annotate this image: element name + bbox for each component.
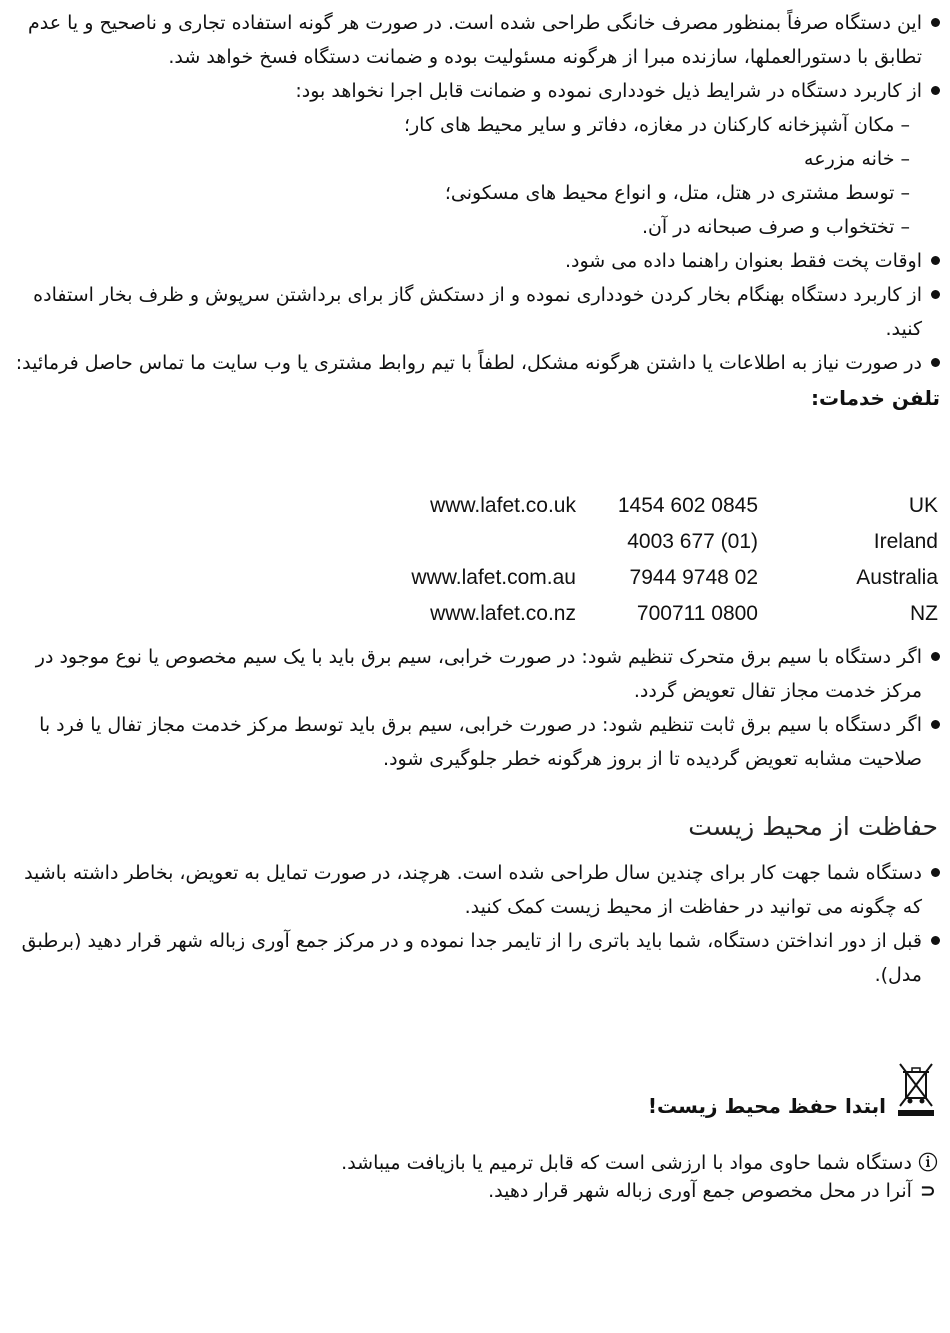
contact-website: www.lafet.co.nz [430, 602, 576, 625]
contact-website: www.lafet.co.uk [430, 494, 576, 517]
contact-country: Australia [856, 566, 938, 589]
environment-list [6, 856, 942, 992]
list-subitem: – خانه مزرعه [804, 148, 910, 170]
service-heading: تلفن خدمات: [811, 386, 940, 410]
bullet-icon [931, 652, 940, 661]
info-line: ⓘ دستگاه شما حاوی مواد با ارزشی است که قابل ترمیم یا بازیافت میباشد. [341, 1148, 938, 1175]
bullet-icon [931, 18, 940, 27]
bullet-icon [931, 290, 940, 299]
list-item: اوقات پخت فقط بعنوان راهنما داده می شود. [6, 244, 942, 278]
list-item: دستگاه شما جهت کار برای چندین سال طراحی شده است. هرچند، در صورت تمایل به تعویض، بخاطر داشته باشید که چگونه می توانید در حفاظت از محیط زیست کمک کنید. [6, 856, 942, 924]
table-row [0, 494, 950, 530]
list-item: اگر دستگاه با سیم برق متحرک تنظیم شود: در صورت خرابی، سیم برق باید با یک سیم مخصوص یا نوع موجود در مرکز خدمت مجاز تفال تعویض گردد. [6, 640, 942, 708]
bullet-icon [931, 936, 940, 945]
bullet-icon [931, 256, 940, 265]
contact-phone: 4003 677 (01) [627, 530, 758, 553]
list-item: اگر دستگاه با سیم برق ثابت تنظیم شود: در صورت خرابی، سیم برق باید توسط مرکز خدمت مجاز تفال یا فرد با صلاحیت مشابه تعویض گردیده تا از بروز هرگونه خطر جلوگیری شود. [6, 708, 942, 776]
list-item: در صورت نیاز به اطلاعات یا داشتن هرگونه مشکل، لطفاً با تیم روابط مشتری یا وب سایت ما تماس حاصل فرمائید: [6, 346, 942, 380]
bullet-icon [931, 358, 940, 367]
list-subitem: – تختخواب و صرف صبحانه در آن. [641, 216, 910, 238]
list-subitem: – مکان آشپزخانه کارکنان در مغازه، دفاتر و سایر محیط های کار؛ [403, 114, 910, 136]
recycle-title: ابتدا حفظ محیط زیست! [647, 1094, 886, 1118]
info-icon: ⓘ [918, 1152, 938, 1174]
recycle-icon: ⊂ [920, 1180, 936, 1202]
contact-table [0, 494, 950, 644]
table-row [0, 602, 950, 638]
contact-country: UK [908, 494, 938, 517]
section-title: حفاظت از محیط زیست [688, 812, 938, 841]
bullet-icon [931, 720, 940, 729]
contact-phone: 1454 602 0845 [617, 494, 758, 517]
list-subitem: – توسط مشتری در هتل، متل، و انواع محیط های مسکونی؛ [444, 182, 910, 204]
power-cord-list [6, 640, 942, 776]
list-item: از کاربرد دستگاه بهنگام بخار کردن خودداری نموده و از دستکش گاز برای برداشتن سرپوش و ظرف بخار استفاده کنید. [6, 278, 942, 346]
info-line: ⊂ آنرا در محل مخصوص جمع آوری زباله شهر قرار دهید. [488, 1180, 938, 1202]
list-item: قبل از دور انداختن دستگاه، شما باید باتری را از تایمر جدا نموده و در مرکز جمع آوری زباله شهر قرار دهید (برطبق مدل). [6, 924, 942, 992]
table-row [0, 566, 950, 602]
crossed-bin-icon [896, 1060, 936, 1120]
contact-website: www.lafet.com.au [411, 566, 576, 589]
contact-country: NZ [910, 602, 938, 625]
safety-list [6, 6, 942, 416]
list-item: این دستگاه صرفاً بمنظور مصرف خانگی طراحی شده است. در صورت هر گونه استفاده تجاری و ناصحیح و یا عدم تطابق با دستورالعملها، سازنده مبرا از هرگونه مسئولیت بوده و ضمانت دستگاه فسخ خواهد شد. [6, 6, 942, 74]
contact-phone: 700711 0800 [636, 602, 758, 625]
bullet-icon [931, 868, 940, 877]
list-item: از کاربرد دستگاه در شرایط ذیل خودداری نموده و ضمانت قابل اجرا نخواهد بود: [6, 74, 942, 108]
contact-phone: 7944 9748 02 [629, 566, 758, 589]
contact-country: Ireland [873, 530, 938, 553]
bullet-icon [931, 86, 940, 95]
table-row [0, 530, 950, 566]
